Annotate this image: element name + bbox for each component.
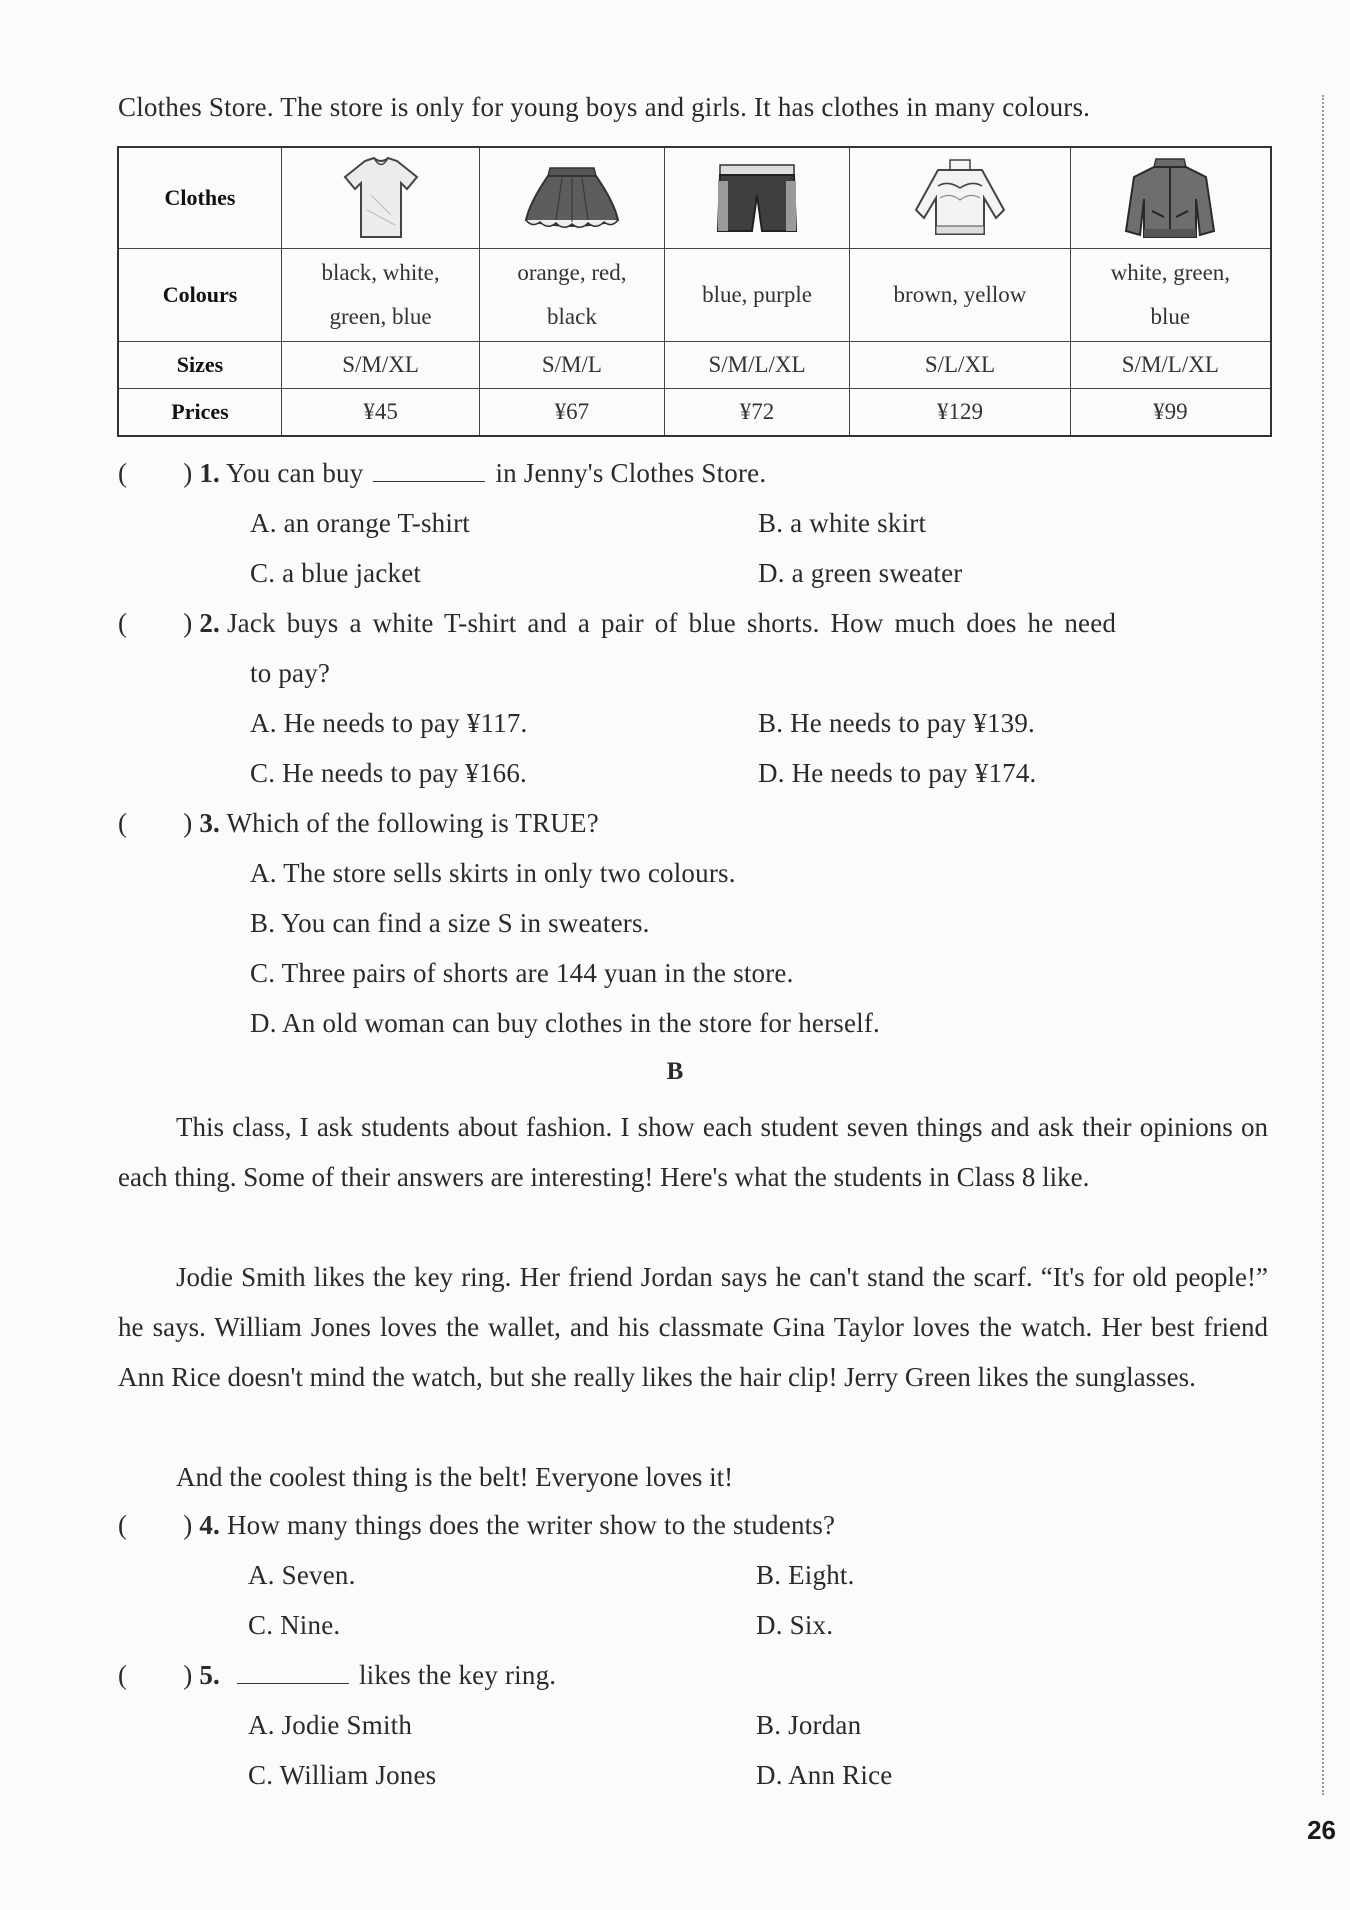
size-cell: S/M/L/XL	[1070, 342, 1271, 389]
price-cell: ¥99	[1070, 389, 1271, 437]
question-2: ( ) 2. Jack buys a white T-shirt and a pair of blue shorts. How much does he need	[118, 608, 1117, 638]
fill-blank[interactable]	[237, 1663, 349, 1684]
size-cell: S/M/L	[480, 342, 665, 389]
sweater-cell	[850, 147, 1070, 249]
tshirt-cell	[282, 147, 480, 249]
question-2-cont: to pay?	[250, 658, 331, 688]
jacket-cell	[1070, 147, 1271, 249]
size-cell: S/L/XL	[850, 342, 1070, 389]
shorts-icon	[712, 161, 802, 235]
price-cell: ¥72	[664, 389, 850, 437]
sweater-icon	[910, 158, 1010, 238]
price-cell: ¥67	[480, 389, 665, 437]
colours-cell: blue, purple	[664, 249, 850, 342]
option-a[interactable]: A. Jodie Smith	[248, 1710, 413, 1740]
clothes-table	[117, 146, 1272, 437]
option-a[interactable]: A. Seven.	[248, 1560, 356, 1590]
section-heading: B	[666, 1058, 684, 1085]
colours-cell: white, green, blue	[1070, 249, 1271, 342]
option-d[interactable]: D. An old woman can buy clothes in the store for herself.	[250, 1008, 881, 1038]
size-cell: S/M/XL	[282, 342, 480, 389]
option-d[interactable]: D. a green sweater	[758, 558, 963, 588]
page-number: 26	[1307, 1815, 1336, 1845]
option-b[interactable]: B. He needs to pay ¥139.	[758, 708, 1036, 738]
option-a[interactable]: A. He needs to pay ¥117.	[250, 708, 528, 738]
question-1: ( ) 1. You can buy in Jenny's Clothes Store.	[118, 458, 767, 488]
question-4: ( ) 4. How many things does the writer show to the students?	[118, 1510, 836, 1540]
jacket-icon	[1124, 155, 1216, 241]
option-c[interactable]: C. He needs to pay ¥166.	[250, 758, 528, 788]
row-header-sizes: Sizes	[118, 342, 282, 389]
size-cell: S/M/L/XL	[664, 342, 850, 389]
option-b[interactable]: B. a white skirt	[758, 508, 927, 538]
option-b[interactable]: B. Jordan	[756, 1710, 862, 1740]
colours-cell: black, white, green, blue	[282, 249, 480, 342]
colours-cell: orange, red, black	[480, 249, 665, 342]
skirt-icon	[522, 162, 622, 234]
option-c[interactable]: C. Three pairs of shorts are 144 yuan in the store.	[250, 958, 794, 988]
row-header-colours: Colours	[118, 249, 282, 342]
colours-cell: brown, yellow	[850, 249, 1070, 342]
question-5: ( ) 5. likes the key ring.	[118, 1660, 557, 1690]
option-c[interactable]: C. William Jones	[248, 1760, 437, 1790]
option-d[interactable]: D. He needs to pay ¥174.	[758, 758, 1037, 788]
fill-blank[interactable]	[373, 461, 485, 482]
option-a[interactable]: A. an orange T-shirt	[250, 508, 470, 538]
option-c[interactable]: C. Nine.	[248, 1610, 341, 1640]
option-b[interactable]: B. You can find a size S in sweaters.	[250, 908, 650, 938]
option-d[interactable]: D. Six.	[756, 1610, 834, 1640]
price-cell: ¥129	[850, 389, 1070, 437]
passage-paragraph-3: And the coolest thing is the belt! Everyone loves it!	[176, 1462, 734, 1492]
option-c[interactable]: C. a blue jacket	[250, 558, 422, 588]
question-3: ( ) 3. Which of the following is TRUE?	[118, 808, 599, 838]
option-b[interactable]: B. Eight.	[756, 1560, 855, 1590]
row-header-clothes: Clothes	[118, 147, 282, 249]
shorts-cell	[664, 147, 850, 249]
price-cell: ¥45	[282, 389, 480, 437]
passage-paragraph-1: This class, I ask students about fashion. I show each student seven things and ask their opinions on each thing. Some of their answers are interesting! Here's what the students in Class 8 like.	[118, 1112, 1268, 1192]
option-a[interactable]: A. The store sells skirts in only two colours.	[250, 858, 736, 888]
t-shirt-icon	[341, 155, 421, 241]
margin-rule	[1322, 95, 1324, 1795]
skirt-cell	[480, 147, 665, 249]
intro-line: Clothes Store. The store is only for young boys and girls. It has clothes in many colours.	[118, 92, 1091, 122]
row-header-prices: Prices	[118, 389, 282, 437]
passage-paragraph-2: Jodie Smith likes the key ring. Her friend Jordan says he can't stand the scarf. “It's for old people!” he says. William Jones loves the wallet, and his classmate Gina Taylor loves the watch. Her best friend Ann Rice doesn't mind the watch, but she really likes the hair clip! Jerry Green likes the sunglasses.	[118, 1262, 1268, 1392]
option-d[interactable]: D. Ann Rice	[756, 1760, 893, 1790]
